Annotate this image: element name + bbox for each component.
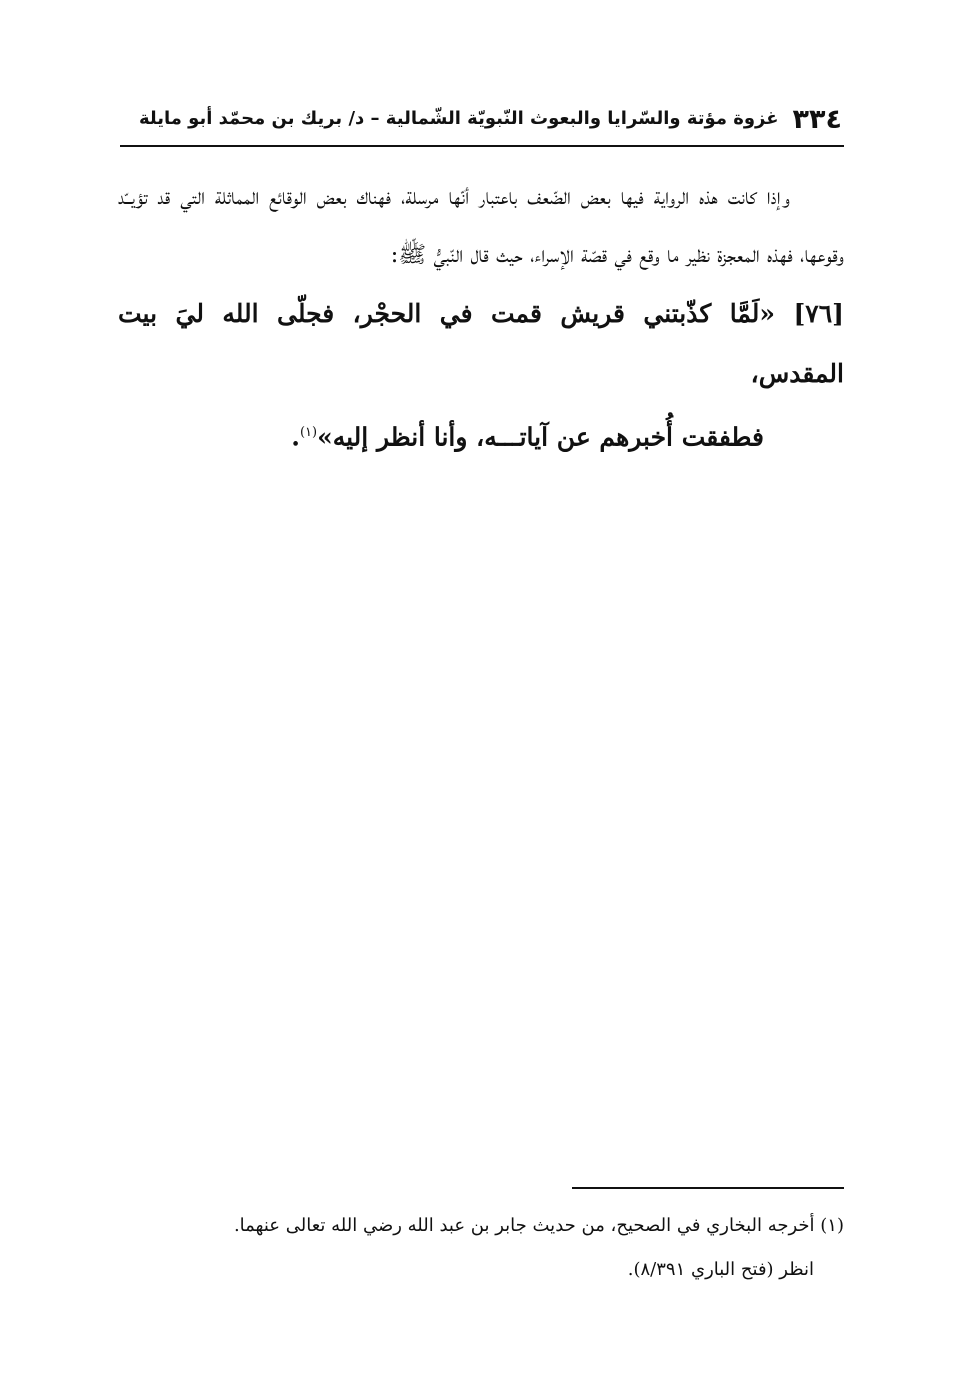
footnote-rule [572, 1187, 844, 1189]
footnote-reference[interactable]: (١) [299, 425, 318, 440]
page-number: ٣٣٤ [792, 103, 842, 135]
main-text [118, 168, 844, 466]
hadith-line-2-text: فطفقت أُخبرهم عن آياتـــه، وأنا أنظر إليه» [317, 422, 764, 452]
footnote-1-continuation: انظر (فتح الباري ٨/٣٩١). [627, 1259, 814, 1280]
header-rule [120, 145, 844, 147]
running-header [120, 98, 842, 140]
hadith-end-punctuation: . [291, 422, 300, 452]
running-title: غزوة مؤتة والسّرايا والبعوث النّبويّة الشّمالية – د/ بريك بن محمّد أبو مايلة [138, 108, 779, 129]
footnote-1: (١) أخرجه البخاري في الصحيح، من حديث جابر بن عبد الله رضي الله تعالى عنهما. [233, 1215, 844, 1236]
body-paragraph: وإذا كانت هذه الرواية فيها بعض الضّعف باعتبار أنّها مرسلة، فهناك بعض الوقائع المماثلة التي قد تؤيــّد وقوعها، فهذه المعجزة نظير ما وقع في قصّة الإسراء، حيث قال النّبيُّ ﷺ: [118, 184, 844, 268]
footnotes [118, 1204, 844, 1292]
hadith-line-1: [٧٦] «لَمَّا كذّبتني قريش قمت في الحجْر، فجلّى الله ليَ بيت المقدس، [118, 299, 844, 388]
hadith-line-2 [118, 404, 844, 466]
